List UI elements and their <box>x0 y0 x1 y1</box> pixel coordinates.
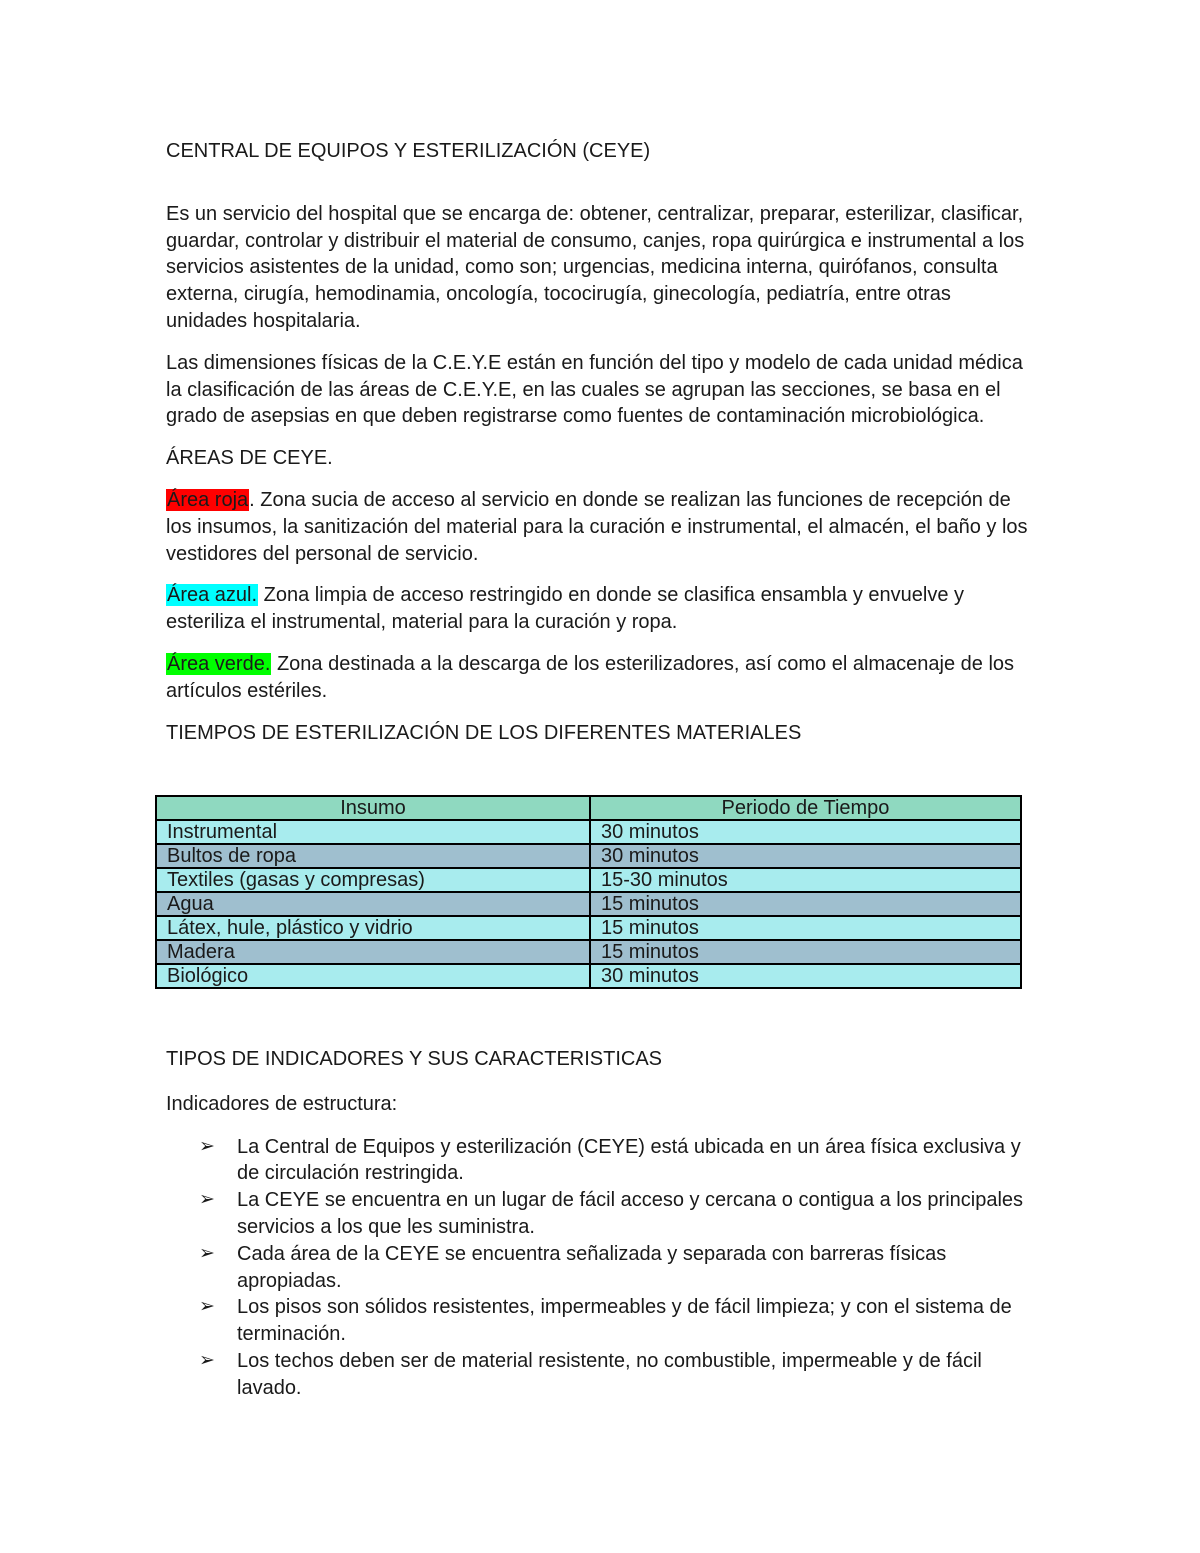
arrow-bullet-icon: ➢ <box>199 1296 215 1318</box>
dimensions-paragraph: Las dimensiones físicas de la C.E.Y.E están en función del tipo y modelo de cada unidad médica la clasificación de las áreas de C.E.Y.E, en las cuales se agrupan las secciones, se basa en el grado de asepsias en que deben registrarse como fuentes de contaminación microbiológica. <box>166 351 1023 428</box>
cell-periodo: 15 minutos <box>590 916 1021 940</box>
area-green-label: Área verde. <box>167 652 271 675</box>
table-row <box>156 820 1021 844</box>
table-row <box>156 964 1021 988</box>
area-green-text: Zona destinada a la descarga de los esterilizadores, así como el almacenaje de los artículos estériles. <box>166 652 1015 702</box>
list-item-text: Los pisos son sólidos resistentes, impermeables y de fácil limpieza; y con el sistema de terminación. <box>237 1296 1012 1346</box>
indicators-heading: TIPOS DE INDICADORES Y SUS CARACTERISTICAS <box>166 1048 663 1070</box>
intro-paragraph: Es un servicio del hospital que se encarga de: obtener, centralizar, preparar, esterilizar, clasificar, guardar, controlar y distribuir el material de consumo, canjes, ropa quirúrgica e instrumental a los servicios asistentes de la unidad, como son; urgencias, medicina interna, quirófanos, consulta externa, cirugía, hemodinamia, oncología, tococirugía, ginecología, pediatría, entre otras unidades hospitalaria. <box>166 202 1025 332</box>
structure-label: Indicadores de estructura: <box>166 1092 398 1115</box>
page-title: CENTRAL DE EQUIPOS Y ESTERILIZACIÓN (CEYE) <box>166 140 651 162</box>
cell-insumo: Látex, hule, plástico y vidrio <box>156 916 590 940</box>
cell-insumo: Madera <box>156 940 590 964</box>
arrow-bullet-icon: ➢ <box>199 1135 215 1157</box>
list-item-text: Cada área de la CEYE se encuentra señalizada y separada con barreras físicas apropiadas. <box>237 1242 947 1292</box>
cell-periodo: 15 minutos <box>590 892 1021 916</box>
cell-periodo: 15 minutos <box>590 940 1021 964</box>
cell-insumo: Bultos de ropa <box>156 844 590 868</box>
table-row <box>156 916 1021 940</box>
table-row <box>156 940 1021 964</box>
cell-insumo: Agua <box>156 892 590 916</box>
table-row <box>156 844 1021 868</box>
list-item-text: La Central de Equipos y esterilización (CEYE) está ubicada en un área física exclusiva y de circulación restringida. <box>237 1135 1021 1185</box>
header-insumo: Insumo <box>156 796 590 820</box>
area-blue-text: Zona limpia de acceso restringido en donde se clasifica ensambla y envuelve y esteriliza el instrumental, material para la curación y ropa. <box>166 584 965 634</box>
cell-periodo: 30 minutos <box>590 844 1021 868</box>
area-blue-label: Área azul. <box>167 584 258 607</box>
list-item <box>166 1241 1027 1295</box>
area-red-label: Área roja <box>167 488 249 511</box>
list-item <box>166 1134 1027 1188</box>
cell-periodo: 30 minutos <box>590 964 1021 988</box>
areas-heading: ÁREAS DE CEYE. <box>166 447 333 470</box>
area-blue-paragraph <box>166 582 1036 636</box>
cell-periodo: 30 minutos <box>590 820 1021 844</box>
table-row <box>156 868 1021 892</box>
list-item <box>166 1294 1027 1348</box>
area-green-paragraph <box>166 651 1036 705</box>
sterilization-times-table <box>155 795 1022 989</box>
document-body <box>166 138 1036 746</box>
arrow-bullet-icon: ➢ <box>199 1189 215 1211</box>
cell-insumo: Biológico <box>156 964 590 988</box>
arrow-bullet-icon: ➢ <box>199 1242 215 1264</box>
sterilization-table-wrap <box>155 795 1022 989</box>
structure-indicators-list <box>166 1134 1036 1402</box>
arrow-bullet-icon: ➢ <box>199 1349 215 1371</box>
table-header-row <box>156 796 1021 820</box>
list-item-text: La CEYE se encuentra en un lugar de fácil acceso y cercana o contigua a los principales servicios a los que les suministra. <box>237 1189 1024 1238</box>
cell-insumo: Instrumental <box>156 820 590 844</box>
indicators-section <box>166 1046 1036 1402</box>
times-heading: TIEMPOS DE ESTERILIZACIÓN DE LOS DIFERENTES MATERIALES <box>166 721 802 744</box>
list-item <box>166 1187 1027 1241</box>
area-red-paragraph <box>166 487 1036 567</box>
cell-periodo: 15-30 minutos <box>590 868 1021 892</box>
cell-insumo: Textiles (gasas y compresas) <box>156 868 590 892</box>
list-item <box>166 1348 1027 1402</box>
list-item-text: Los techos deben ser de material resistente, no combustible, impermeable y de fácil lavado. <box>237 1349 982 1399</box>
area-red-text: . Zona sucia de acceso al servicio en donde se realizan las funciones de recepción de los insumos, la sanitización del material para la curación e instrumental, el almacén, el baño y los vestidores del personal de servicio. <box>166 488 1028 565</box>
header-periodo: Periodo de Tiempo <box>590 796 1021 820</box>
table-row <box>156 892 1021 916</box>
